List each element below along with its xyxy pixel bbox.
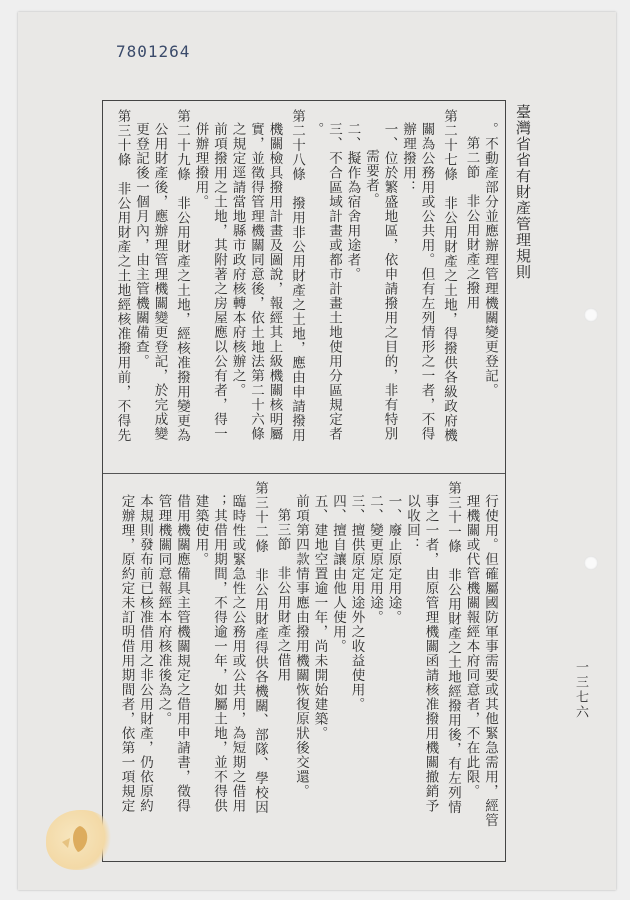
text-column: 第二十八條 撥用非公用財產之土地，應由申請撥用 <box>289 109 305 443</box>
text-column: 第三節 非公用財產之借用 <box>274 508 291 682</box>
text-column: 併辦理撥用。 <box>192 122 209 209</box>
text-frame <box>102 100 506 862</box>
text-column: 二、擬作為宿舍用途者。 <box>344 122 361 282</box>
text-column: 之規定逕請當地縣市政府核轉本府核辦之。 <box>229 122 246 398</box>
text-column: 需要者。 <box>363 149 379 207</box>
binding-hole-top <box>584 308 598 322</box>
text-column: 本規則發布前已核准借用之非公用財產，仍依原約 <box>137 494 153 813</box>
text-column: 四、擅自讓由他人使用。 <box>330 494 346 654</box>
text-column: 實，並徵得管理機關同意後，依土地法第二十六條 <box>248 122 264 441</box>
text-column: 前項撥用之土地，其附著之房屋應以公有者，得一 <box>211 122 227 441</box>
running-title: 臺灣省省有財產管理規則 <box>514 104 532 280</box>
text-column: 五、建地空置逾一年，尚未開始建築。 <box>311 494 328 741</box>
text-column: 機關檢具撥用計畫及圖說，報經其上級機關核明屬 <box>266 122 283 441</box>
page-number: 一三七六 <box>573 660 588 720</box>
text-column: 三、不合區域計畫或都市計畫土地使用分區規定者 <box>326 122 342 441</box>
text-column: 三、擅供原定用途外之收益使用。 <box>348 494 365 712</box>
text-column: 第二節 非公用財產之撥用 <box>463 136 480 310</box>
text-column: 前項第四款情事應由撥用機關恢復原狀後交還。 <box>293 494 309 799</box>
text-column: 臨時性或緊急性之公務用或公共用，為短期之借用 <box>229 494 246 813</box>
section-divider <box>103 473 505 474</box>
text-column: 更登記後一個月內，由主管機關備查。 <box>133 122 149 369</box>
text-column: 。 <box>307 122 324 137</box>
text-column: 第二十七條 非公用財產之土地，得撥供各級政府機 <box>441 109 457 443</box>
text-column: 二、變更原定用途。 <box>367 494 383 625</box>
taiwan-map-icon <box>58 824 102 854</box>
text-column: 第三十條 非公用財產之土地經核准撥用前，不得先 <box>114 109 131 443</box>
text-column: 事之一者，由原管理機關函請核准撥用機關撤銷予 <box>422 494 439 813</box>
text-column: 一、位於繁盛地區，依申請撥用之目的，非有特別 <box>381 122 398 441</box>
text-column: 管理機關同意報經本府核准後為之。 <box>155 494 172 726</box>
upper-text-block <box>109 109 499 465</box>
text-column: 關為公務用或公共用。但有左列情形之一者，不得 <box>418 122 435 441</box>
lower-text-block <box>117 481 499 853</box>
text-column: 辦理撥用： <box>400 122 416 195</box>
text-column: 公用財產後，應辦理管理機關變更登記，於完成變 <box>151 122 168 441</box>
text-column: 以收回： <box>404 494 420 552</box>
text-column: 建築使用。 <box>192 494 209 567</box>
text-column: 借用機關應備具主管機關規定之借用申請書，徵得 <box>174 494 190 813</box>
text-column: 行使用。但確屬國防軍事需要或其他緊急需用，經管 <box>482 494 498 828</box>
serial-number: 7801264 <box>116 42 191 61</box>
text-column: 第二十九條 非公用財產之土地，經核准撥用變更為 <box>174 109 190 443</box>
scanned-page <box>18 12 616 890</box>
binding-hole-bottom <box>584 556 598 570</box>
text-column: 定辦理，原約定未訂明借用期間者，依第一項規定 <box>118 494 135 813</box>
text-column: 第三十一條 非公用財產之土地經撥用後，有左列情 <box>445 481 461 815</box>
text-column: 理機關或代管機關報經本府同意者，不在此限。 <box>463 494 480 799</box>
text-column: ；其借用期間，不得逾一年，如屬土地，並不得供 <box>211 494 227 813</box>
text-column: 一、廢止原定用途。 <box>385 494 402 625</box>
text-column: 第三十二條 非公用財產得供各機關、部隊、學校因 <box>252 481 268 815</box>
text-column: 。不動產部分並應辦理管理機關變更登記。 <box>482 122 498 398</box>
